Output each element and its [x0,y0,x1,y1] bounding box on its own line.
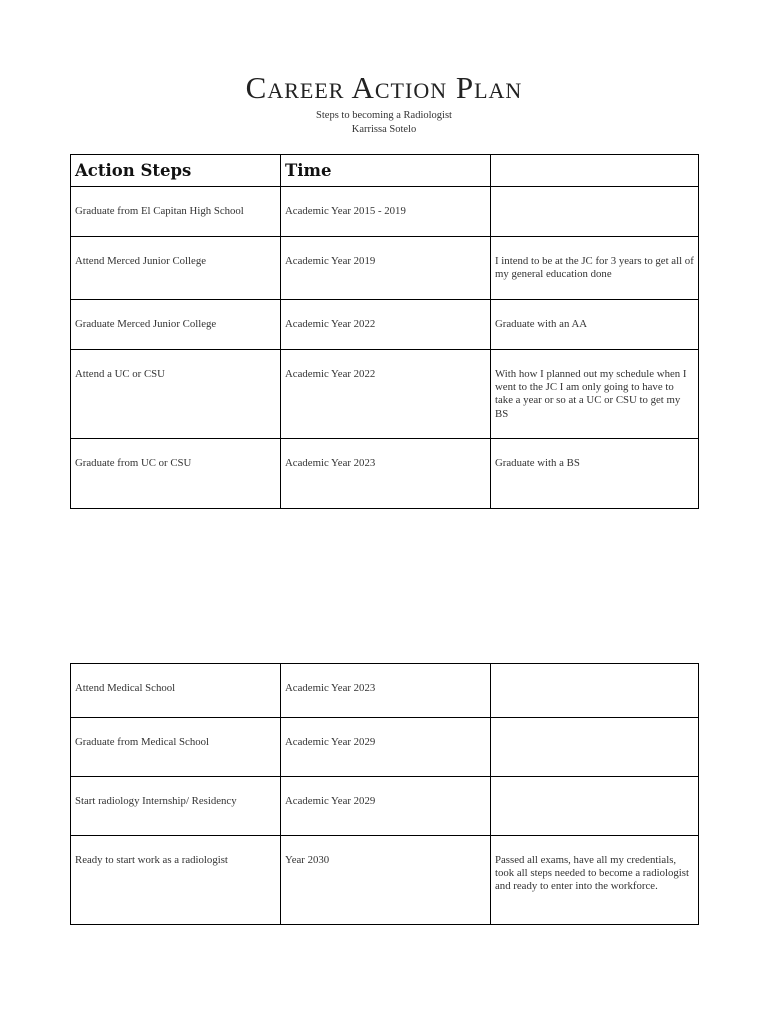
table-row [71,187,699,237]
table-row [71,836,699,925]
time-value: Academic Year 2023 [285,682,376,694]
table-row [71,300,699,350]
table-row [71,664,699,718]
time-value: Academic Year 2029 [285,795,376,807]
table-row [71,350,699,439]
note: I intend to be at the JC for 3 years to get all of my general education done [495,255,694,281]
header-action-steps: Action Steps [71,155,281,187]
note: Passed all exams, have all my credentials, took all steps needed to become a radiologist and ready to enter into the workforce. [495,854,689,893]
action-step: Start radiology Internship/ Residency [75,795,237,807]
time-value: Academic Year 2023 [285,457,376,469]
action-step: Graduate from Medical School [75,736,210,748]
page-title: Career Action Plan [245,70,523,105]
subtitle: Steps to becoming a Radiologist [316,110,452,121]
action-plan-table [70,154,699,509]
time-value: Academic Year 2029 [285,736,376,748]
action-step: Graduate Merced Junior College [75,318,217,330]
time-value: Year 2030 [285,854,330,866]
table-row [71,777,699,836]
time-value: Academic Year 2022 [285,318,376,330]
action-step: Attend Medical School [75,682,176,694]
table-row [71,439,699,509]
action-step: Graduate from El Capitan High School [75,205,244,217]
header-notes [491,155,699,187]
table-row [71,237,699,300]
header-time: Time [281,155,491,187]
note: Graduate with a BS [495,457,580,469]
time-value: Academic Year 2015 - 2019 [285,205,406,217]
time-value: Academic Year 2019 [285,255,376,267]
table-row [71,718,699,777]
author-name: Karrissa Sotelo [351,124,417,135]
action-step: Ready to start work as a radiologist [75,854,228,866]
action-step: Graduate from UC or CSU [75,457,192,469]
action-step: Attend Merced Junior College [75,255,207,267]
note: Graduate with an AA [495,318,588,330]
table-header-row [71,155,699,187]
action-plan-table-continued [70,663,699,925]
note: With how I planned out my schedule when I went to the JC I am only going to have to take a year or so at a UC or CSU to get my BS [495,368,687,420]
action-step: Attend a UC or CSU [75,368,165,380]
time-value: Academic Year 2022 [285,368,376,380]
